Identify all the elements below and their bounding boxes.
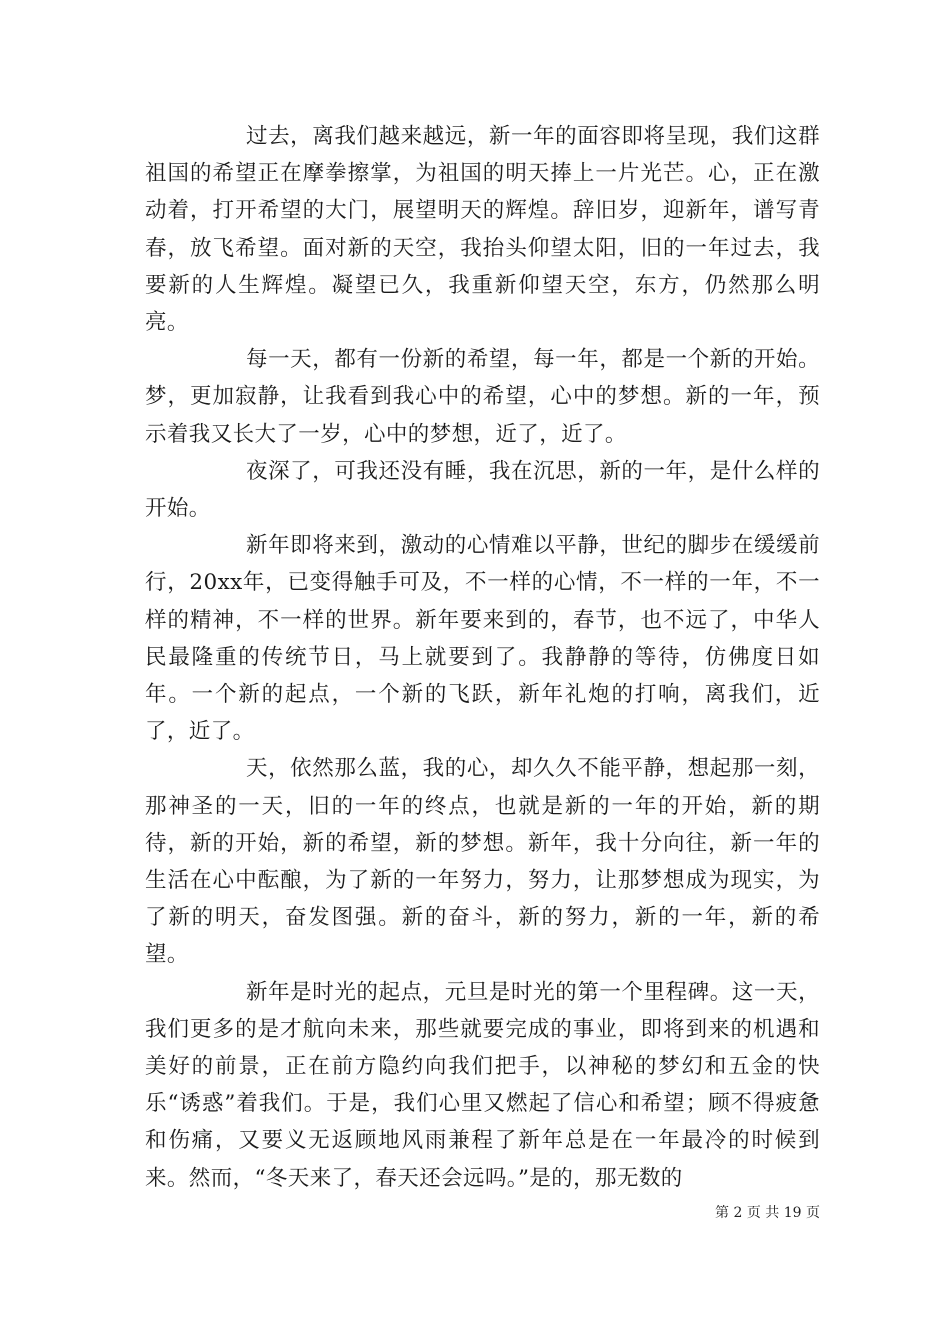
page-number-footer: 第 2 页 共 19 页	[715, 1205, 820, 1221]
paragraph-4: 新年即将来到，激动的心情难以平静，世纪的脚步在缓缓前行，20xx年，已变得触手可及，不一样的心情，不一样的一年，不一样的精神，不一样的世界。新年要来到的，春节，也不远了，中华人民最隆重的传统节日，马上就要到了。我静静的等待，仿佛度日如年。一个新的起点，一个新的飞跃，新年礼炮的打响，离我们，近了，近了。	[145, 533, 820, 745]
paragraph-5: 天，依然那么蓝，我的心，却久久不能平静，想起那一刻，那神圣的一天，旧的一年的终点，也就是新的一年的开始，新的期待，新的开始，新的希望，新的梦想。新年，我十分向往，新一年的生活在心中酝酿，为了新的一年努力，努力，让那梦想成为现实，为了新的明天，奋发图强。新的奋斗，新的努力，新的一年，新的希望。	[145, 756, 820, 968]
paragraph-1: 过去，离我们越来越远，新一年的面容即将呈现，我们这群祖国的希望正在摩拳擦掌，为祖国的明天捧上一片光芒。心，正在激动着，打开希望的大门，展望明天的辉煌。辞旧岁，迎新年，谱写青春，放飞希望。面对新的天空，我抬头仰望太阳，旧的一年过去，我要新的人生辉煌。凝望已久，我重新仰望天空，东方，仍然那么明亮。	[145, 124, 820, 336]
paragraph-3: 夜深了，可我还没有睡，我在沉思，新的一年，是什么样的开始。	[145, 458, 820, 522]
paragraph-6: 新年是时光的起点，元旦是时光的第一个里程碑。这一天，我们更多的是才航向未来，那些就要完成的事业，即将到来的机遇和美好的前景，正在前方隐约向我们把手，以神秘的梦幻和五金的快乐“诱惑”着我们。于是，我们心里又燃起了信心和希望；顾不得疲惫和伤痛，又要义无返顾地风雨兼程了新年总是在一年最冷的时候到来。然而，“冬天来了，春天还会远吗。”是的，那无数的	[145, 979, 820, 1191]
paragraph-2: 每一天，都有一份新的希望，每一年，都是一个新的开始。梦，更加寂静，让我看到我心中的希望，心中的梦想。新的一年，预示着我又长大了一岁，心中的梦想，近了，近了。	[145, 347, 820, 447]
document-body	[145, 118, 820, 1197]
